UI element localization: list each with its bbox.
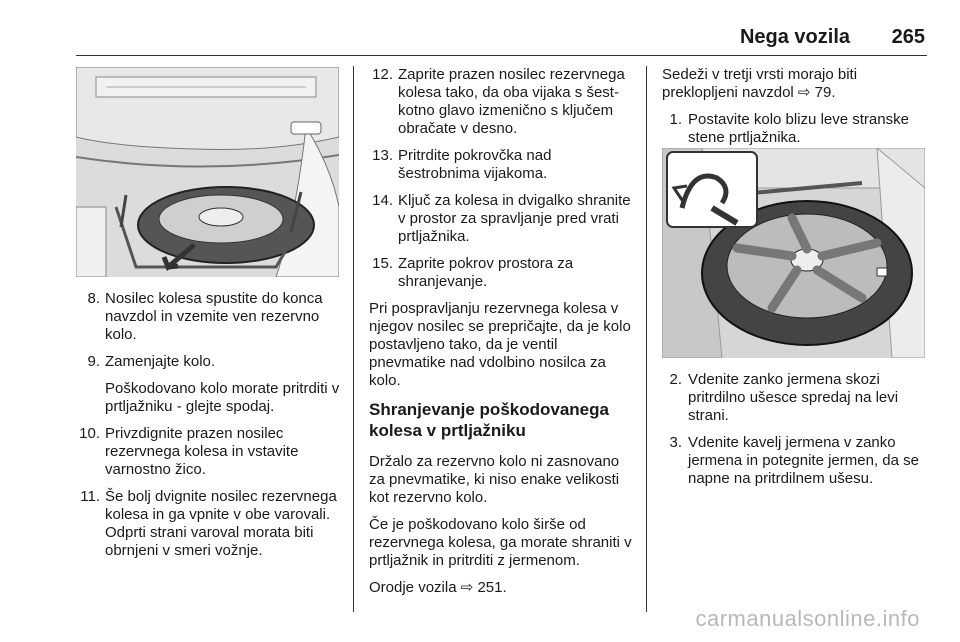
item-text: Pritrdite pokrovčka nad šestrobnima vijakoma.	[398, 147, 552, 182]
reference-page: 79.	[814, 84, 836, 101]
right-column-lower	[662, 371, 928, 497]
item-text: Zaprite prazen nosilec rezervnega kolesa tako, da oba vijaka s šest-kotno glavo izmenično s ključem obračate v desno.	[398, 66, 625, 137]
paragraph	[662, 66, 928, 102]
page-reference-arrow-icon: ⇨	[460, 579, 474, 596]
list-item	[662, 111, 928, 147]
watermark: carmanualsonline.info	[695, 606, 920, 631]
item-number: 14.	[372, 192, 393, 209]
item-number: 8.	[87, 290, 100, 307]
item-number: 3.	[669, 434, 682, 451]
list-item	[369, 255, 635, 291]
item-number: 12.	[372, 66, 393, 83]
item-number: 2.	[669, 371, 682, 388]
item-number: 11.	[80, 488, 100, 505]
item-number: 9.	[87, 353, 100, 370]
header-rule	[76, 55, 927, 56]
paragraph: Držalo za rezervno kolo ni zasnovano za pnevmatike, ki niso enake velikosti kot rezervno kolo.	[369, 453, 620, 506]
page-reference-arrow-icon: ⇨	[797, 84, 811, 101]
left-column	[76, 290, 342, 569]
item-number: 13.	[372, 147, 393, 164]
middle-column	[369, 66, 635, 606]
column-divider	[353, 66, 354, 612]
list-item	[662, 371, 928, 425]
list-item	[76, 488, 342, 560]
intro-text: Sedeži v tretji vrsti morajo biti preklopljeni navzdol	[662, 66, 858, 101]
list-item	[369, 66, 635, 138]
paragraph: Če je poškodovano kolo širše od rezervnega kolesa, ga morate shraniti v prtljažnik in pritrditi z jermenom.	[369, 516, 632, 569]
item-text: Zaprite pokrov prostora za shranjevanje.	[398, 255, 574, 290]
item-number: 1.	[669, 111, 682, 128]
item-subtext: Poškodovano kolo morate pritrditi v prtljažniku - glejte spodaj.	[105, 380, 340, 415]
list-item	[662, 434, 928, 488]
list-item	[369, 147, 635, 183]
reference-text: Orodje vozila	[369, 579, 457, 596]
list-item	[76, 353, 342, 416]
item-text: Nosilec kolesa spustite do konca navzdol in vzemite ven rezervno kolo.	[105, 290, 323, 343]
page-header	[0, 0, 960, 58]
section-heading: Shranjevanje poškodovanega kolesa v prtljažniku	[369, 400, 609, 440]
column-divider	[646, 66, 647, 612]
spare-wheel-carrier-illustration	[76, 67, 339, 277]
item-number: 10.	[79, 425, 100, 442]
right-column	[662, 66, 928, 156]
reference-page: 251.	[477, 579, 507, 596]
item-text: Ključ za kolesa in dvigalko shranite v prostor za spravljanje pred vrati prtljažnika.	[398, 192, 631, 245]
wheel-strap-illustration	[662, 148, 925, 358]
list-item	[369, 192, 635, 246]
section-title: Nega vozila	[739, 26, 850, 48]
paragraph: Pri pospravljanju rezervnega kolesa v njegov nosilec se prepričajte, da je kolo postavljeno tako, da je ventil pnevmatike nad vdolbino nosilca za kolo.	[369, 300, 631, 389]
item-text: Vdenite zanko jermena skozi pritrdilno ušesce spredaj na levi strani.	[688, 371, 899, 424]
item-number: 15.	[372, 255, 393, 272]
list-item	[76, 425, 342, 479]
item-text: Zamenjajte kolo.	[105, 353, 216, 370]
item-text: Privzdignite prazen nosilec rezervnega kolesa in vstavite varnostno žico.	[105, 425, 299, 478]
page-number: 265	[891, 26, 925, 48]
item-text: Vdenite kavelj jermena v zanko jermena in potegnite jermen, da se napne na pritrdilnem ušesu.	[688, 434, 919, 487]
item-text: Postavite kolo blizu leve stranske stene prtljažnika.	[688, 111, 909, 146]
paragraph	[369, 579, 635, 597]
item-text: Še bolj dvignite nosilec rezervnega kolesa in ga vpnite v obe varovali. Odprti strani varoval morata biti obrnjeni v smeri vožnje.	[105, 488, 337, 559]
list-item	[76, 290, 342, 344]
